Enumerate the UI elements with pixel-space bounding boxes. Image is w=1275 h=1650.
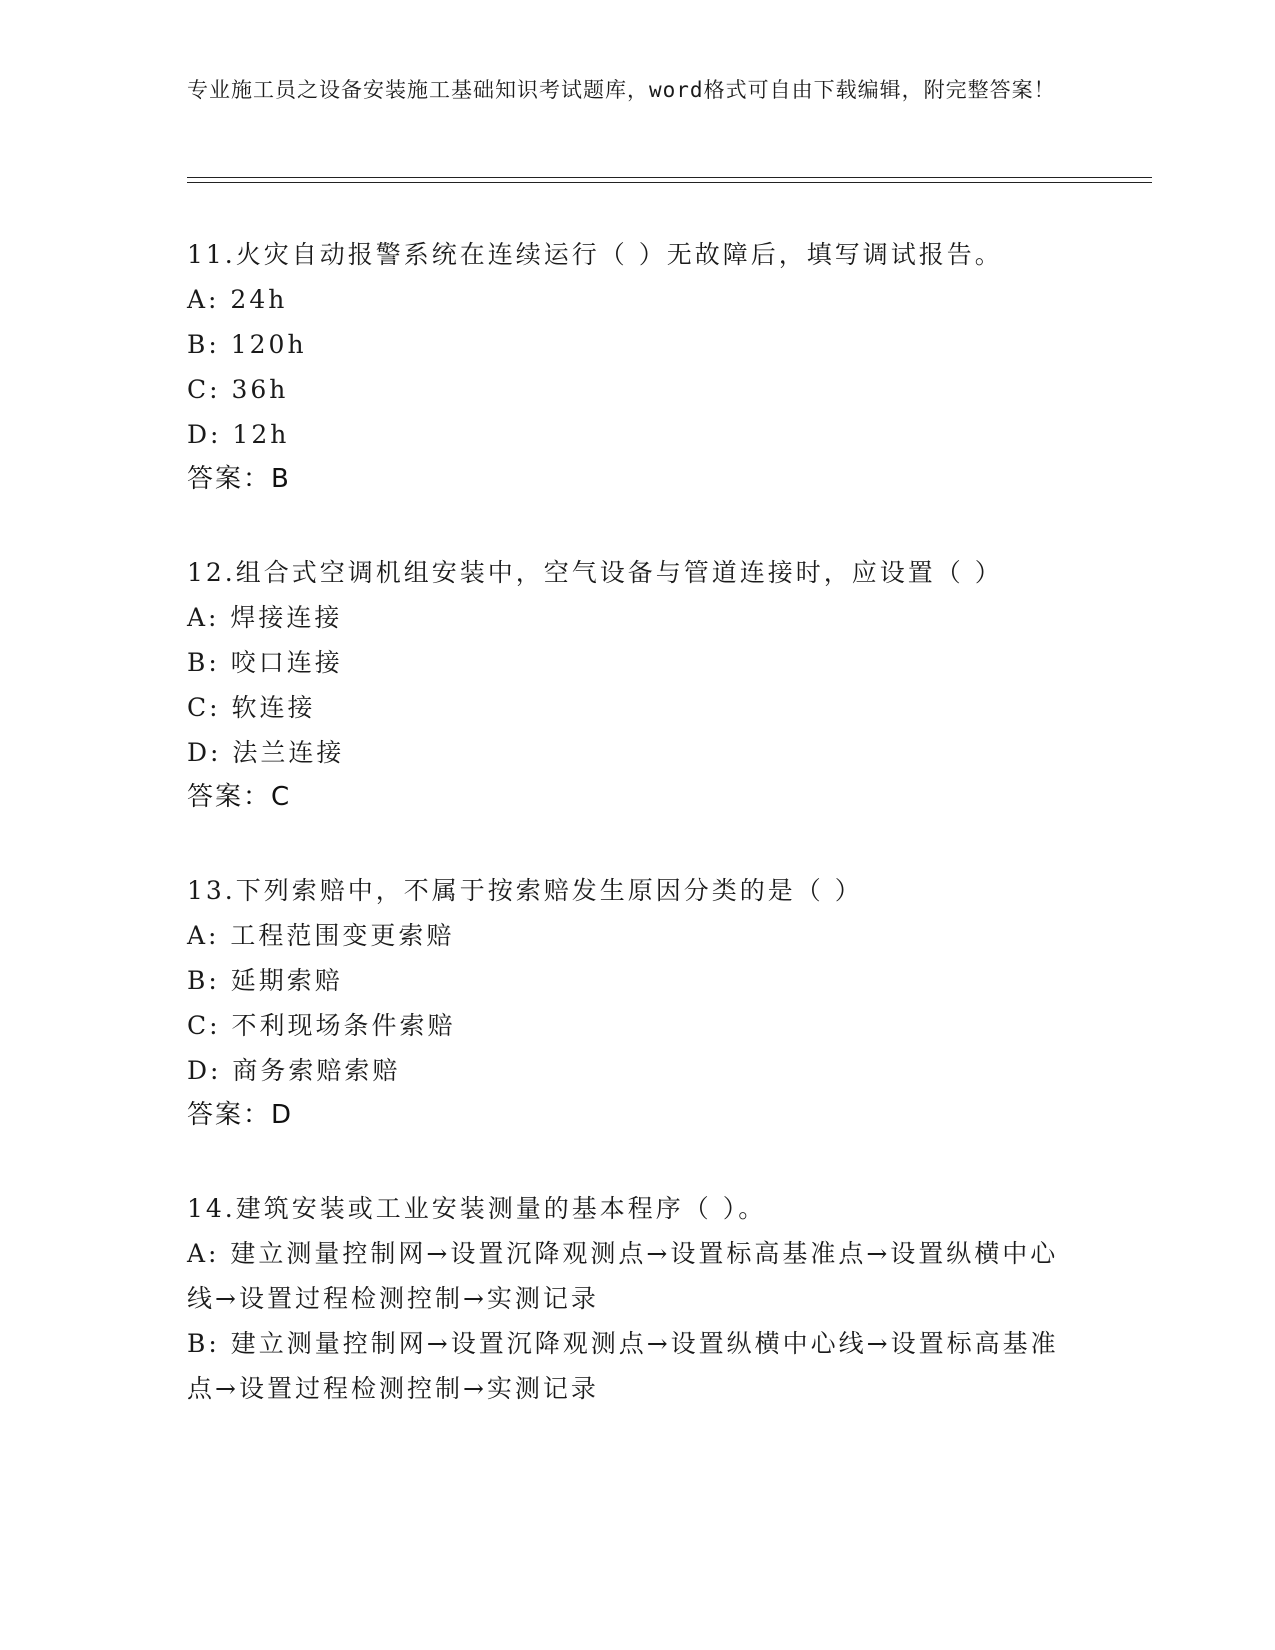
question-11 <box>187 232 1087 502</box>
question-title: 14.建筑安装或工业安装测量的基本程序（ ）。 <box>187 1194 767 1223</box>
header-divider-top <box>187 177 1152 178</box>
question-13 <box>187 868 1087 1138</box>
option-a: A: 焊接连接 <box>187 603 343 632</box>
option-a: A: 24h <box>187 285 288 314</box>
option-b: B: 咬口连接 <box>187 648 343 677</box>
document-header: 专业施工员之设备安装施工基础知识考试题库，word格式可自由下载编辑，附完整答案！ <box>187 78 1056 102</box>
option-a: A: 工程范围变更索赔 <box>187 921 455 950</box>
option-c: C: 软连接 <box>187 693 316 722</box>
question-14 <box>187 1186 1087 1411</box>
option-d: D: 12h <box>187 420 290 449</box>
answer-line: 答案：C <box>187 782 292 812</box>
option-d: D: 商务索赔索赔 <box>187 1056 401 1085</box>
option-d: D: 法兰连接 <box>187 738 345 767</box>
option-b: B: 120h <box>187 330 307 359</box>
option-b: B: 建立测量控制网→设置沉降观测点→设置纵横中心线→设置标高基准点→设置过程检测控制→实测记录 <box>187 1329 1059 1403</box>
option-c: C: 36h <box>187 375 289 404</box>
header-divider-bottom <box>187 182 1152 183</box>
question-title: 11.火灾自动报警系统在连续运行（ ）无故障后，填写调试报告。 <box>187 240 1003 269</box>
option-c: C: 不利现场条件索赔 <box>187 1011 456 1040</box>
answer-line: 答案：B <box>187 464 291 494</box>
option-a: A: 建立测量控制网→设置沉降观测点→设置标高基准点→设置纵横中心线→设置过程检测控制→实测记录 <box>187 1239 1059 1313</box>
option-b: B: 延期索赔 <box>187 966 343 995</box>
question-title: 13.下列索赔中，不属于按索赔发生原因分类的是（ ） <box>187 876 863 905</box>
question-12 <box>187 550 1087 820</box>
answer-line: 答案：D <box>187 1100 294 1130</box>
question-title: 12.组合式空调机组安装中，空气设备与管道连接时，应设置（ ） <box>187 558 1003 587</box>
